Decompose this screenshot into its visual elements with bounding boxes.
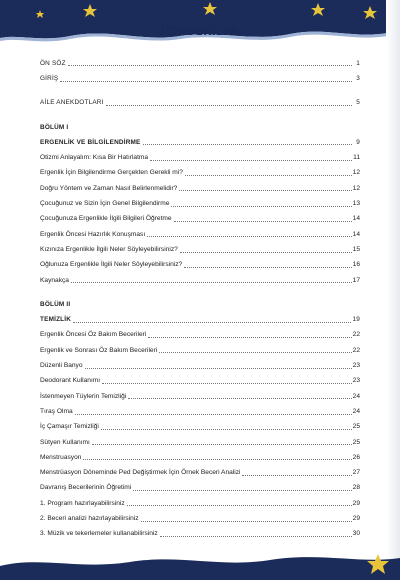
dot-leader: [75, 414, 352, 415]
toc-entry-label: Menstruasyon: [40, 453, 82, 461]
toc-entry: [40, 162, 360, 177]
toc-entry-page: 12: [352, 169, 360, 177]
toc-entry-label: ÖN SÖZ: [40, 59, 66, 67]
table-of-contents: [40, 52, 360, 538]
toc-entry-page: 15: [352, 245, 360, 253]
toc-entry-page: 25: [352, 438, 360, 446]
dot-leader: [141, 521, 352, 522]
toc-entry-page: 27: [352, 469, 360, 477]
toc-entry-label: TEMİZLİK: [40, 316, 72, 324]
toc-entry-label: Çocuğunuz ve Sizin İçin Genel Bilgilendirme: [40, 200, 170, 208]
toc-entry-page: 30: [352, 530, 360, 538]
dot-leader: [148, 337, 351, 338]
dot-leader: [127, 505, 352, 506]
dot-leader: [147, 236, 351, 237]
dot-leader: [73, 322, 351, 323]
toc-entry-label: Çocuğunuza Ergenlikle İlgili Bilgileri Öğretme: [40, 215, 172, 223]
toc-entry: [40, 477, 360, 492]
toc-entry: [40, 238, 360, 253]
toc-entry-page: 28: [352, 484, 360, 492]
toc-entry-page: 29: [352, 515, 360, 523]
toc-entry: [40, 400, 360, 415]
toc-entry-label: Ergenlik Öncesi Öz Bakım Becerileri: [40, 331, 147, 339]
toc-entry-page: 14: [352, 215, 360, 223]
toc-entry-page: 26: [352, 453, 360, 461]
dot-leader: [85, 368, 352, 369]
toc-entry-label: ERGENLİK VE BİLGİLENDİRME: [40, 139, 141, 147]
toc-entry-label: Tıraş Olma: [40, 407, 73, 415]
dot-leader: [106, 105, 352, 106]
toc-entry: [40, 52, 360, 67]
dot-leader: [179, 190, 351, 191]
toc-chapter: [40, 131, 360, 146]
toc-entry-label: Ergenlik ve Sonrası Öz Bakım Becerileri: [40, 346, 158, 354]
toc-entry-label: İç Çamaşır Temizliği: [40, 423, 99, 431]
toc-entry: [40, 492, 360, 507]
toc-entry-label: Kızınıza Ergenlikle İlgili Neler Söyleyebilirsiniz?: [40, 245, 178, 253]
toc-entry: [40, 269, 360, 284]
section-heading: BÖLÜM II: [40, 301, 71, 309]
toc-entry: [40, 254, 360, 269]
dot-leader: [60, 81, 352, 82]
toc-entry: [40, 416, 360, 431]
toc-entry-label: Oğlunuza Ergenlikle İlgili Neler Söyleyebilirsiniz?: [40, 261, 183, 269]
toc-entry-label: Doğru Yöntem ve Zaman Nasıl Belirlenmelidir?: [40, 184, 178, 192]
toc-entry-label: Kaynakça: [40, 276, 69, 284]
toc-entry-label: 2. Beceri analizi hazırlayabilirsiniz: [40, 515, 139, 523]
toc-entry-label: Ergenlik İçin Bilgilendirme Gerçekten Gerekli mi?: [40, 169, 183, 177]
toc-entry: [40, 523, 360, 538]
toc-entry: [40, 461, 360, 476]
dot-leader: [184, 267, 351, 268]
toc-entry-label: Deodorant Kullanımı: [40, 377, 101, 385]
toc-entry-label: 1. Program hazırlayabilirsiniz: [40, 499, 125, 507]
toc-entry-label: Davranış Becerilerinin Öğretimi: [40, 484, 132, 492]
toc-entry-label: Otizmi Anlayalım: Kısa Bir Hatırlatma: [40, 154, 149, 162]
dot-leader: [133, 490, 351, 491]
toc-entry: [40, 354, 360, 369]
toc-entry-page: 14: [352, 230, 360, 238]
dot-leader: [180, 252, 352, 253]
toc-entry: [40, 67, 360, 82]
toc-entry-page: 24: [352, 407, 360, 415]
toc-entry: [40, 507, 360, 522]
toc-entry-label: AİLE ANEKDOTLARI: [40, 99, 104, 107]
dot-leader: [102, 383, 352, 384]
dot-leader: [242, 475, 351, 476]
footer-decoration: [0, 548, 400, 580]
toc-entry: [40, 192, 360, 207]
toc-entry-page: 1: [356, 59, 360, 67]
toc-entry-page: 22: [352, 331, 360, 339]
dot-leader: [143, 144, 352, 145]
toc-entry-label: Menstrüasyon Döneminde Ped Değiştirmek İçin Örnek Beceri Analizi: [40, 469, 241, 477]
toc-entry-page: 9: [356, 139, 360, 147]
toc-entry-page: 11: [353, 154, 360, 162]
dot-leader: [101, 429, 352, 430]
dot-leader: [128, 398, 351, 399]
toc-entry-page: 16: [352, 261, 360, 269]
toc-entry-page: 29: [352, 499, 360, 507]
toc-entry: [40, 431, 360, 446]
toc-entry-page: 24: [352, 392, 360, 400]
toc-entry: [40, 339, 360, 354]
toc-entry-label: Sütyen Kullanımı: [40, 438, 90, 446]
page-title: İÇİNDEKİLER: [161, 26, 239, 38]
dot-leader: [159, 352, 351, 353]
dot-leader: [92, 444, 352, 445]
toc-entry-label: Düzenli Banyo: [40, 362, 83, 370]
toc-entry-page: 23: [352, 377, 360, 385]
toc-chapter: [40, 308, 360, 323]
toc-entry-label: Ergenlik Öncesi Hazırlık Konuşması: [40, 230, 146, 238]
dot-leader: [83, 459, 351, 460]
toc-entry: [40, 324, 360, 339]
dot-leader: [71, 282, 352, 283]
dot-leader: [171, 206, 351, 207]
toc-entry-page: 19: [352, 316, 360, 324]
toc-entry: [40, 223, 360, 238]
toc-entry-label: GİRİŞ: [40, 75, 59, 83]
toc-entry: [40, 208, 360, 223]
dot-leader: [150, 160, 352, 161]
toc-entry-page: 12: [352, 184, 360, 192]
toc-entry-page: 23: [352, 362, 360, 370]
page-edge: [386, 0, 400, 580]
toc-entry: [40, 92, 360, 107]
toc-entry-page: 5: [356, 99, 360, 107]
toc-entry-label: 3. Müzik ve tekerlemeler kullanabilirsiniz: [40, 530, 158, 538]
toc-entry-page: 22: [352, 346, 360, 354]
toc-entry: [40, 177, 360, 192]
dot-leader: [68, 65, 352, 66]
dot-leader: [174, 221, 352, 222]
toc-entry: [40, 385, 360, 400]
toc-entry: [40, 446, 360, 461]
toc-entry-page: 17: [352, 276, 360, 284]
toc-entry-page: 3: [356, 75, 360, 83]
toc-entry-page: 13: [352, 200, 360, 208]
section-heading: BÖLÜM I: [40, 124, 69, 132]
dot-leader: [160, 536, 352, 537]
toc-entry: [40, 370, 360, 385]
toc-entry-label: İstenmeyen Tüylerin Temizliği: [40, 392, 127, 400]
toc-entry: [40, 146, 360, 161]
toc-entry-page: 25: [352, 423, 360, 431]
dot-leader: [185, 175, 352, 176]
